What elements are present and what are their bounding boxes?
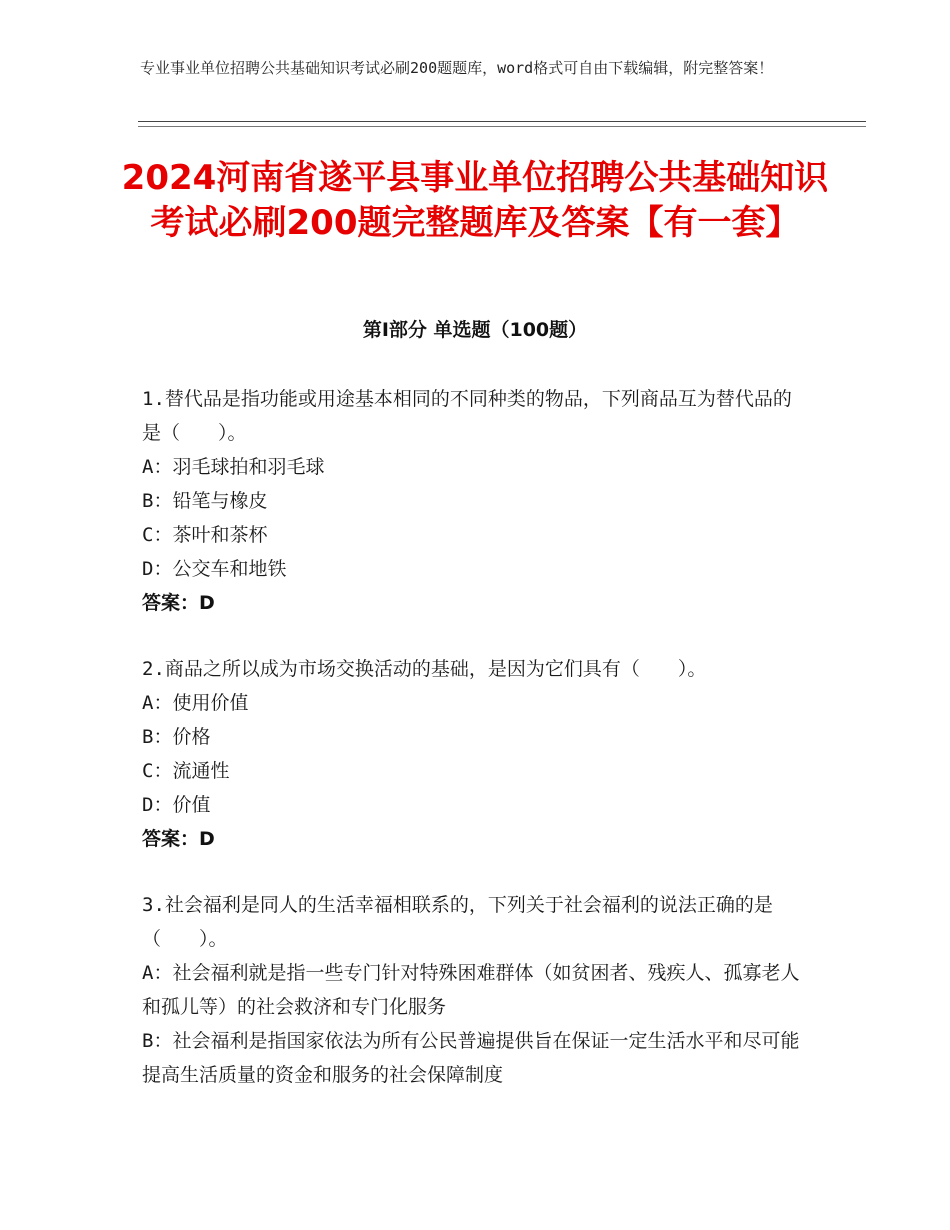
question-list [142, 382, 810, 1124]
option-b: B：社会福利是指国家依法为所有公民普遍提供旨在保证一定生活水平和尽可能提高生活质量的资金和服务的社会保障制度 [142, 1030, 800, 1086]
option-a: A：社会福利就是指一些专门针对特殊困难群体（如贫困者、残疾人、孤寡老人和孤儿等）的社会救济和专门化服务 [142, 962, 800, 1018]
document-title: 2024河南省遂平县事业单位招聘公共基础知识考试必刷200题完整题库及答案【有一套】 [121, 158, 829, 243]
option-d: D：价值 [142, 794, 211, 816]
question-stem: 3.社会福利是同人的生活幸福相联系的，下列关于社会福利的说法正确的是（ ）。 [142, 894, 773, 950]
option-b: B：价格 [142, 726, 211, 748]
question-stem: 1.替代品是指功能或用途基本相同的不同种类的物品，下列商品互为替代品的是（ ）。 [142, 388, 792, 444]
option-a: A：羽毛球拍和羽毛球 [142, 456, 325, 478]
question-1 [142, 382, 810, 620]
question-2 [142, 652, 810, 856]
option-c: C：流通性 [142, 760, 230, 782]
section-title: 第Ⅰ部分 单选题（100题） [362, 319, 588, 341]
option-a: A：使用价值 [142, 692, 249, 714]
question-3 [142, 888, 810, 1092]
option-c: C：茶叶和茶杯 [142, 524, 268, 546]
question-stem: 2.商品之所以成为市场交换活动的基础，是因为它们具有（ ）。 [142, 658, 707, 680]
header-divider [138, 121, 866, 127]
header-note: 专业事业单位招聘公共基础知识考试必刷200题题库，word格式可自由下载编辑，附完整答案！ [140, 59, 774, 77]
option-d: D：公交车和地铁 [142, 558, 287, 580]
option-b: B：铅笔与橡皮 [142, 490, 268, 512]
answer: 答案：D [142, 828, 215, 850]
answer: 答案：D [142, 592, 215, 614]
